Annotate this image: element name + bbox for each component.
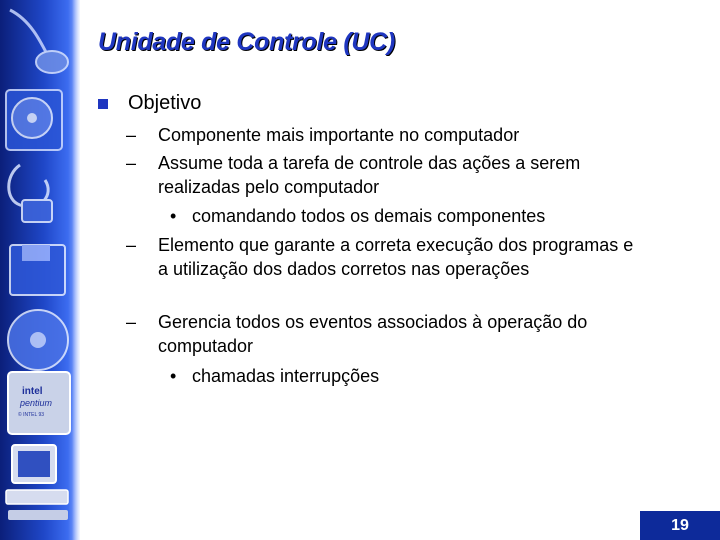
cable-icon <box>9 165 52 222</box>
dash-bullet: – <box>126 235 137 255</box>
chip-label-pentium: pentium <box>20 398 53 408</box>
sub-list-item <box>170 364 379 388</box>
page-number: 19 <box>640 511 720 540</box>
list-item <box>126 310 686 358</box>
list-item-text: Assume toda a tarefa de controle das ações a serem realizadas pelo computador <box>158 153 581 197</box>
heading-text: Objetivo <box>128 92 202 114</box>
list-item-text: Componente mais importante no computador <box>158 125 520 145</box>
mouse-icon <box>10 10 68 73</box>
sub-list-item-text: comandando todos os demais componentes <box>192 206 546 226</box>
list-item <box>126 123 686 147</box>
square-bullet-icon <box>98 99 108 109</box>
list-item <box>126 151 666 199</box>
dot-bullet: • <box>170 366 177 386</box>
list-item <box>126 233 646 281</box>
processor-chip-icon <box>8 372 70 434</box>
hard-disk-icon <box>6 90 62 150</box>
sidebar-decoration <box>0 0 80 540</box>
sub-list-item <box>170 204 545 228</box>
dash-bullet: – <box>126 153 137 173</box>
cd-icon <box>8 310 68 370</box>
slide-title: Unidade de Controle (UC) <box>98 28 395 56</box>
dash-bullet: – <box>126 125 137 145</box>
dot-bullet: • <box>170 206 177 226</box>
list-item-text: Elemento que garante a correta execução dos programas e a utilização dos dados corretos nas operações <box>158 235 634 279</box>
sidebar-illustrations <box>0 0 80 540</box>
computer-icon <box>6 445 68 520</box>
floppy-disk-icon <box>10 245 65 295</box>
chip-label-intel: intel <box>22 386 43 397</box>
sub-list-item-text: chamadas interrupções <box>192 366 380 386</box>
chip-label-copyright: © INTEL 93 <box>18 412 45 418</box>
dash-bullet: – <box>126 312 137 332</box>
list-item-text: Gerencia todos os eventos associados à operação do computador <box>158 312 588 356</box>
